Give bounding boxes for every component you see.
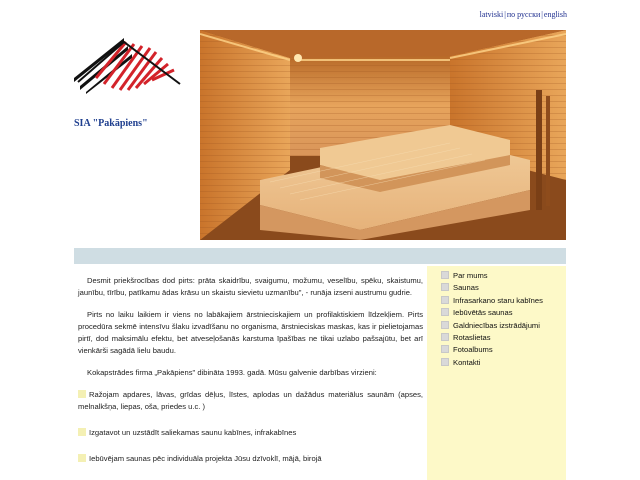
grey-square-icon [441, 358, 449, 366]
grey-square-icon [441, 271, 449, 279]
menu-item-label: Par mums [453, 271, 488, 280]
yellow-square-icon [78, 454, 86, 462]
grey-square-icon [441, 283, 449, 291]
menu-item-label: Infrasarkano staru kabīnes [453, 295, 543, 305]
grey-square-icon [441, 333, 449, 341]
lang-english-link[interactable]: english [543, 10, 567, 19]
lang-latvian-link[interactable]: latviski [479, 10, 504, 19]
grey-square-icon [441, 308, 449, 316]
health-paragraph: Pirts no laiku laikiem ir viens no labākajiem ārstnieciskajiem un profilaktiskiem līdzekļiem. Pirts procedūra sekmē intensīvu šlaku izvadīšanu no organisma, ārstnieciskas maskas, kas ir pielietojamas pirtī, dod maksimālu efektu, bet atveseļošanās karstuma īpašības ne tikai uzlabo pašsajūtu, bet arī vienkārši sagādā lielu baudu. [78, 310, 423, 355]
accent-bar [74, 248, 566, 264]
lang-separator: | [504, 10, 506, 19]
grey-square-icon [441, 296, 449, 304]
company-name: SIA "Pakāpiens" [74, 118, 148, 129]
grey-square-icon [441, 321, 449, 329]
list-item [78, 389, 423, 413]
list-item-text: Ražojam apdares, lāvas, grīdas dēļus, līstes, aplodas un dažādus materiālus saunām (apses, melnalkšņa, liepas, oša, priedes u.c. ) [78, 390, 423, 411]
list-item-text: Izgatavot un uzstādīt saliekamas saunu kabīnes, infrakabīnes [89, 428, 297, 437]
company-paragraph: Kokapstrādes firma „Pakāpiens" dibināta 1993. gadā. Mūsu galvenie darbības virzieni: [87, 368, 377, 377]
menu-item-label: Rotaslietas [453, 332, 491, 342]
menu-item-built-in-saunas[interactable] [441, 307, 566, 319]
lang-russian-link[interactable]: по русски [506, 10, 541, 19]
menu-item-par-mums[interactable] [441, 270, 566, 282]
sidebar-menu [427, 266, 566, 480]
menu-item-contacts[interactable] [441, 357, 566, 369]
language-switcher [480, 10, 567, 19]
list-item [78, 453, 423, 465]
menu-item-label: Kontakti [453, 357, 481, 367]
menu-item-label: Iebūvētās saunas [453, 308, 513, 318]
menu-item-label: Galdniecības izstrādājumi [453, 320, 540, 330]
lang-separator: | [541, 10, 543, 19]
menu-item-jewelry[interactable] [441, 332, 566, 344]
yellow-square-icon [78, 390, 86, 398]
sauna-photo [200, 30, 566, 240]
list-item-text: Iebūvējam saunas pēc individuāla projekta Jūsu dzīvoklī, mājā, birojā [89, 454, 322, 463]
list-item [78, 427, 423, 439]
menu-item-saunas[interactable] [441, 282, 566, 294]
grey-square-icon [441, 345, 449, 353]
main-content [78, 275, 423, 479]
menu-item-photo-album[interactable] [441, 344, 566, 356]
menu-item-label: Saunas [453, 283, 479, 293]
menu-item-label: Fotoalbums [453, 345, 493, 355]
yellow-square-icon [78, 428, 86, 436]
roof-stripes-logo [74, 38, 184, 94]
intro-paragraph: Desmit priekšrocības dod pirts: prāta skaidrību, svaigumu, možumu, veselību, spēku, skaistumu, jaunību, tīrību, patīkamu ādas krāsu un skaistu sievietu uzmanību", - runāja izseni austrumu gudrie. [78, 276, 423, 297]
menu-item-infrared-cabins[interactable] [441, 295, 566, 307]
menu-item-carpentry[interactable] [441, 320, 566, 332]
